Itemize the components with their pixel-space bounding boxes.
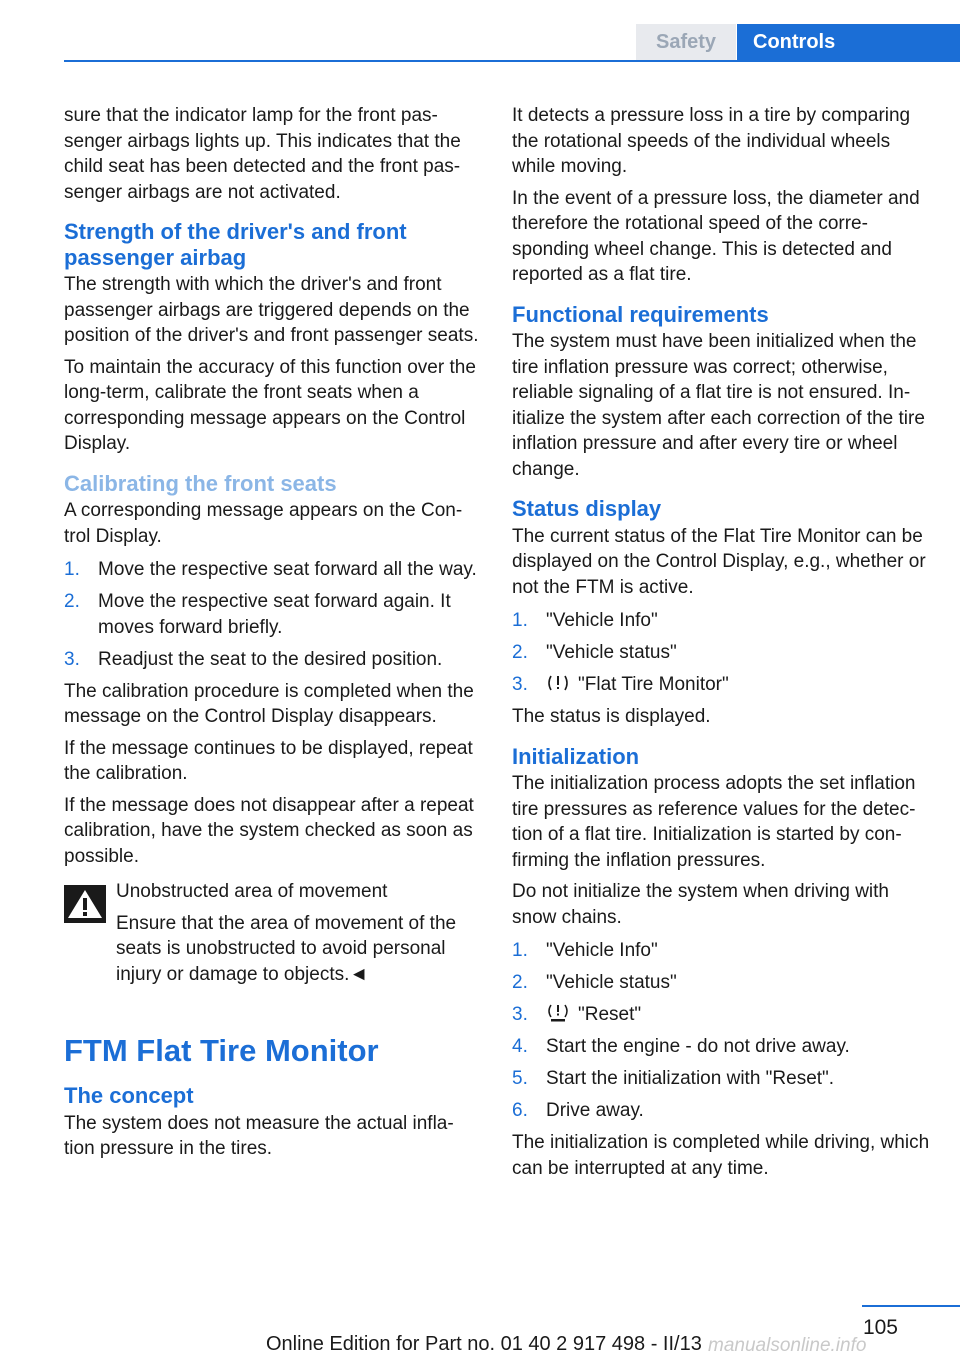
list-item [512, 1098, 934, 1124]
step-number: 3. [64, 648, 80, 670]
step-text: "Flat Tire Monitor" [578, 674, 729, 695]
paragraph-completed: The calibration procedure is completed when the message on the Control Display disappears. [64, 680, 474, 727]
list-item [64, 589, 484, 640]
warning-text: Ensure that the area of movement of the seats is unobstructed to avoid personal injury or damage to objects.◄ [116, 912, 457, 985]
paragraph-repeat: If the message continues to be displayed, repeat the calibration. [64, 737, 473, 784]
step-number: 5. [512, 1068, 528, 1089]
list-item [512, 1002, 934, 1028]
list-item [512, 1034, 934, 1060]
step-text: "Reset" [578, 1004, 642, 1025]
paragraph-strength-2: To maintain the accuracy of this function over the long-term, calibrate the front seats when a corresponding message appears on the Control Display. [64, 356, 476, 454]
step-text: Start the initialization with "Reset". [546, 1068, 835, 1089]
list-item [512, 970, 934, 996]
page-number-rule [862, 1305, 960, 1307]
paragraph-status-displayed: The status is displayed. [512, 706, 711, 727]
step-text: "Vehicle status" [546, 972, 677, 993]
calibration-steps [64, 557, 484, 672]
step-number: 1. [64, 559, 80, 580]
step-text: Readjust the seat to the desired position. [98, 648, 443, 670]
heading-status-display: Status display [512, 496, 662, 521]
paragraph-strength-1: The strength with which the driver's and front passenger airbags are triggered depends on the position of the driver's and front passenger seats. [64, 274, 479, 346]
warning-box [64, 879, 484, 987]
step-text: Drive away. [546, 1100, 644, 1121]
list-item [512, 1066, 934, 1092]
heading-calibrating: Calibrating the front seats [64, 470, 337, 496]
intro-paragraph: sure that the indicator lamp for the front pas-senger airbags lights up. This indicates that the child seat has been detected and the front pas-senger airbags are not activated. [64, 105, 461, 203]
step-text: Move the respective seat forward again. It moves forward briefly. [98, 591, 451, 638]
watermark: manualsonline.info [708, 1335, 867, 1356]
step-number: 2. [512, 642, 528, 663]
heading-ftm: FTM Flat Tire Monitor [64, 1033, 379, 1068]
header-rule [64, 60, 960, 62]
right-column [512, 103, 934, 1187]
step-text: Move the respective seat forward all the way. [98, 559, 477, 580]
step-text: "Vehicle status" [546, 642, 677, 663]
step-number: 2. [512, 972, 528, 993]
footer-edition: Online Edition for Part no. 01 40 2 917 498 - II/13 [266, 1333, 702, 1355]
flat-tire-monitor-icon [546, 673, 570, 693]
paragraph-init-2: Do not initialize the system when driving with snow chains. [512, 881, 890, 928]
list-item [512, 640, 934, 666]
list-item [512, 672, 934, 698]
init-steps [512, 938, 934, 1124]
warning-title: Unobstructed area of movement [116, 881, 388, 902]
list-item [512, 608, 934, 634]
step-number: 1. [512, 940, 528, 961]
list-item [512, 938, 934, 964]
tab-controls[interactable]: Controls [737, 24, 960, 61]
heading-concept: The concept [64, 1083, 194, 1108]
paragraph-init-completed: The initialization is completed while driving, which can be interrupted at any time. [512, 1132, 930, 1179]
heading-functional-requirements: Functional requirements [512, 301, 769, 327]
paragraph-calibrating: A corresponding message appears on the Con-trol Display. [64, 500, 463, 547]
paragraph-status: The current status of the Flat Tire Monitor can be displayed on the Control Display, e.g., whether or not the FTM is active. [512, 525, 926, 598]
step-number: 1. [512, 610, 528, 631]
page-number: 105 [862, 1316, 898, 1339]
tire-init-icon [546, 1003, 570, 1023]
heading-airbag-strength: Strength of the driver's and front passenger airbag [64, 219, 407, 270]
heading-initialization: Initialization [512, 743, 640, 769]
paragraph-detect-1: It detects a pressure loss in a tire by comparing the rotational speeds of the individual wheels while moving. [512, 105, 911, 177]
list-item [64, 647, 484, 673]
step-number: 3. [512, 674, 528, 695]
left-column [64, 103, 484, 1168]
step-number: 4. [512, 1036, 528, 1057]
status-steps [512, 608, 934, 698]
step-text: Start the engine - do not drive away. [546, 1036, 850, 1057]
paragraph-check: If the message does not disappear after a repeat calibration, have the system checked as soon as possible. [64, 794, 474, 867]
paragraph-concept: The system does not measure the actual infla-tion pressure in the tires. [64, 1112, 454, 1159]
warning-triangle-icon [64, 885, 106, 923]
step-number: 2. [64, 591, 80, 612]
paragraph-detect-2: In the event of a pressure loss, the diameter and therefore the rotational speed of the corre-sponding wheel change. This is detected and reported as a flat tire. [512, 187, 920, 285]
step-text: "Vehicle Info" [546, 610, 658, 631]
step-number: 6. [512, 1100, 528, 1121]
tab-safety[interactable]: Safety [636, 24, 736, 61]
step-number: 3. [512, 1004, 528, 1025]
paragraph-functional: The system must have been initialized when the tire inflation pressure was correct; otherwise, reliable signaling of a flat tire is not ensured. In-itialize the system after each correction of the tire inflation pressure and after every tire or wheel change. [512, 331, 925, 480]
paragraph-init-1: The initialization process adopts the set inflation tire pressures as reference values for the detec-tion of a flat tire. Initialization is started by con-firming the inflation pressures. [512, 773, 916, 871]
list-item [64, 557, 484, 583]
step-text: "Vehicle Info" [546, 940, 658, 961]
